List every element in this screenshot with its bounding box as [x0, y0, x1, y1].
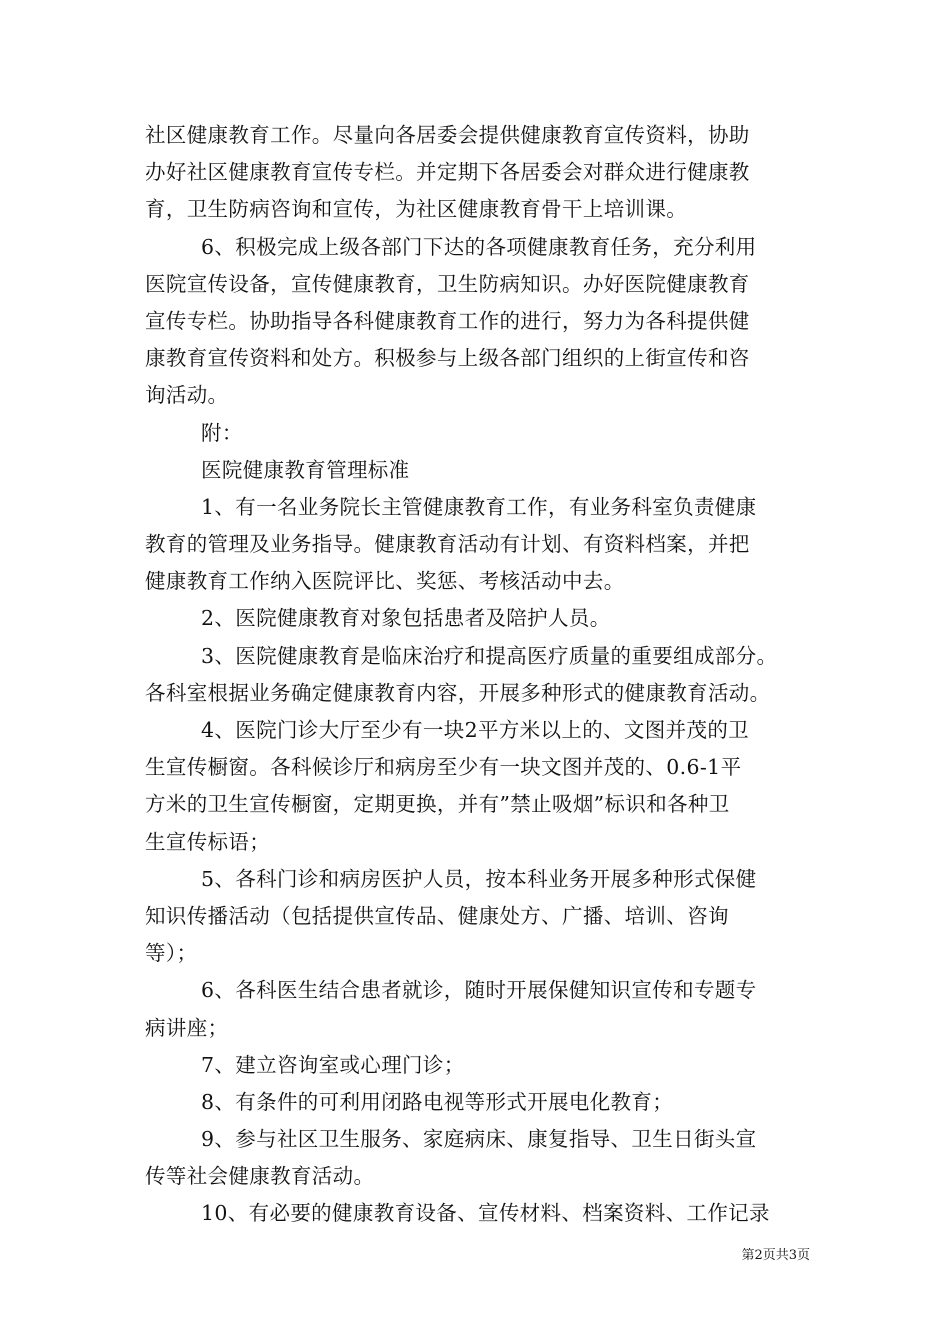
- text-line: 5、各科门诊和病房医护人员，按本科业务开展多种形式保健: [201, 866, 757, 891]
- text-line: 4、医院门诊大厅至少有一块2平方米以上的、文图并茂的卫: [201, 718, 750, 742]
- text-line: 传等社会健康教育活动。: [145, 1164, 375, 1189]
- text-line: 等）；: [145, 941, 198, 966]
- text-line: 1、有一名业务院长主管健康教育工作，有业务科室负责健康: [201, 494, 757, 519]
- text-line: 附：: [201, 420, 243, 445]
- text-line: 9、参与社区卫生服务、家庭病床、康复指导、卫生日街头宣: [201, 1127, 757, 1152]
- text-line: 生宣传橱窗。各科候诊厅和病房至少有一块文图并茂的、0.6-1平: [145, 755, 742, 780]
- text-line: 10、有必要的健康教育设备、宣传材料、档案资料、工作记录: [201, 1201, 770, 1226]
- text-line: 8、有条件的可利用闭路电视等形式开展电化教育；: [201, 1089, 674, 1114]
- text-line: 医院宣传设备，宣传健康教育，卫生防病知识。办好医院健康教育: [145, 271, 750, 296]
- text-line: 社区健康教育工作。尽量向各居委会提供健康教育宣传资料，协助: [145, 123, 750, 147]
- text-line: 2、医院健康教育对象包括患者及陪护人员。: [201, 606, 611, 631]
- text-line: 医院健康教育管理标准: [201, 457, 410, 482]
- text-line: 健康教育工作纳入医院评比、奖惩、考核活动中去。: [145, 569, 625, 594]
- text-line: 病讲座；: [145, 1015, 229, 1040]
- document-body: [145, 117, 810, 1233]
- text-line: 办好社区健康教育宣传专栏。并定期下各居委会对群众进行健康教: [145, 160, 750, 185]
- text-line: 6、积极完成上级各部门下达的各项健康教育任务，充分利用: [201, 234, 757, 259]
- text-line: 6、各科医生结合患者就诊，随时开展保健知识宣传和专题专: [201, 978, 757, 1003]
- text-line: 知识传播活动（包括提供宣传品、健康处方、广播、培训、咨询: [145, 903, 729, 928]
- page-number: 第2页共3页: [741, 1248, 810, 1263]
- text-line: 3、医院健康教育是临床治疗和提高医疗质量的重要组成部分。: [201, 643, 778, 668]
- text-line: 育，卫生防病咨询和宣传，为社区健康教育骨干上培训课。: [145, 197, 688, 222]
- text-line: 7、建立咨询室或心理门诊；: [201, 1052, 465, 1077]
- text-line: 各科室根据业务确定健康教育内容，开展多种形式的健康教育活动。: [145, 680, 771, 705]
- text-line: 生宣传标语；: [145, 829, 271, 854]
- text-line: 宣传专栏。协助指导各科健康教育工作的进行，努力为各科提供健: [145, 308, 750, 333]
- text-line: 方米的卫生宣传橱窗，定期更换，并有”禁止吸烟”标识和各种卫: [145, 792, 730, 817]
- text-line: 康教育宣传资料和处方。积极参与上级各部门组织的上街宣传和咨: [145, 346, 750, 371]
- text-line: 教育的管理及业务指导。健康教育活动有计划、有资料档案，并把: [145, 532, 750, 557]
- text-line: 询活动。: [145, 383, 229, 408]
